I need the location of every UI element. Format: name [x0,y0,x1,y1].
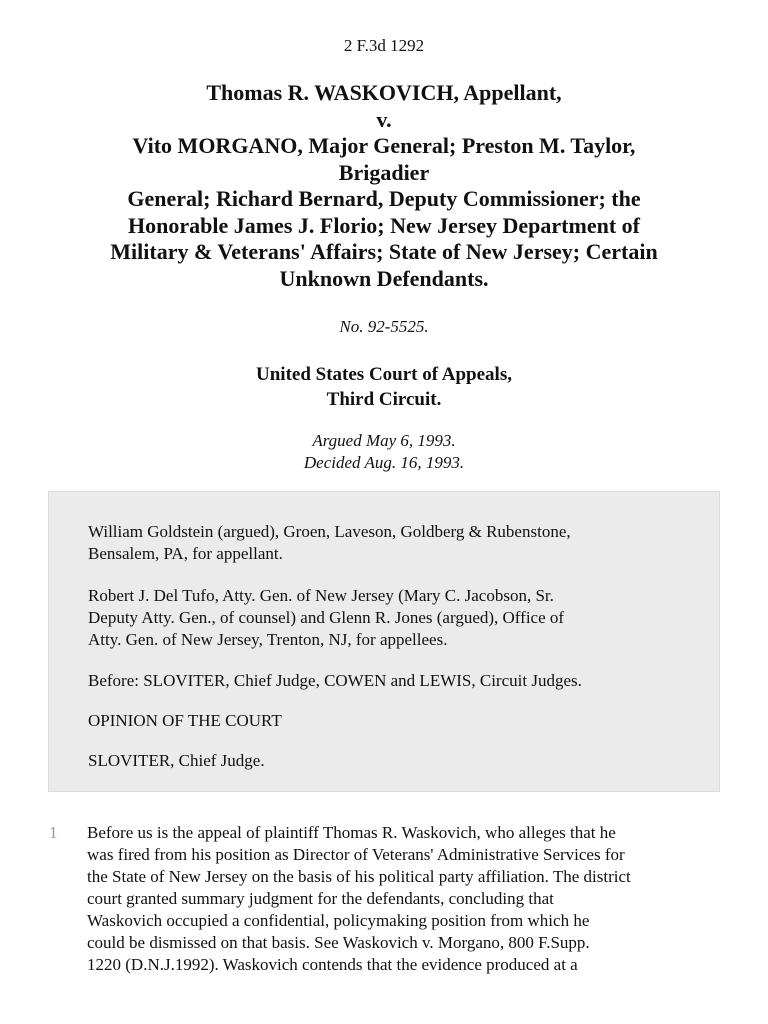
author-line: SLOVITER, Chief Judge. [88,751,265,770]
paragraph-line: was fired from his position as Director of Veterans' Administrative Services for [87,845,625,864]
counsel-panel [48,491,720,792]
paragraph-line: the State of New Jersey on the basis of his political party affiliation. The district [87,867,631,886]
panel-judges [88,670,688,692]
court-circuit-line: Third Circuit. [326,389,442,410]
paragraph-text [87,822,727,976]
paragraph-number: 1 [49,823,58,842]
caption-line: Brigadier [338,159,430,185]
paragraph-line: could be dismissed on that basis. See Waskovich v. Morgano, 800 F.Supp. [87,933,590,952]
counsel-line: Robert J. Del Tufo, Atty. Gen. of New Jersey (Mary C. Jacobson, Sr. [88,586,554,605]
case-dates [0,430,768,474]
case-citation: 2 F.3d 1292 [343,36,425,55]
paragraph-line: court granted summary judgment for the defendants, concluding that [87,889,554,908]
case-caption [60,80,708,292]
caption-line: Unknown Defendants. [279,265,489,291]
paragraph-line: Before us is the appeal of plaintiff Thomas R. Waskovich, who alleges that he [87,823,616,842]
caption-line: Military & Veterans' Affairs; State of New Jersey; Certain [110,239,658,264]
appellant-counsel [88,521,688,565]
caption-line: Honorable James J. Florio; New Jersey Department of [128,212,640,238]
paragraph-line: 1220 (D.N.J.1992). Waskovich contends that the evidence produced at a [87,955,578,974]
paragraph-line: Waskovich occupied a confidential, policymaking position from which he [87,911,590,930]
before-line: Before: SLOVITER, Chief Judge, COWEN and LEWIS, Circuit Judges. [88,671,582,690]
counsel-line: Bensalem, PA, for appellant. [88,544,283,563]
caption-line: v. [376,106,392,132]
counsel-line: Deputy Atty. Gen., of counsel) and Glenn R. Jones (argued), Office of [88,608,565,627]
argued-date: Argued May 6, 1993. [312,431,456,450]
caption-line: General; Richard Bernard, Deputy Commissioner; the [127,186,641,211]
appellees-counsel [88,585,688,651]
opinion-heading-text: OPINION OF THE COURT [88,711,282,730]
court-name [0,362,768,412]
counsel-line: William Goldstein (argued), Groen, Laveson, Goldberg & Rubenstone, [88,522,571,541]
decided-date: Decided Aug. 16, 1993. [303,453,465,472]
counsel-line: Atty. Gen. of New Jersey, Trenton, NJ, for appellees. [88,630,448,649]
docket-number: No. 92-5525. [339,317,429,336]
caption-line: Thomas R. WASKOVICH, Appellant, [206,80,562,105]
opinion-author [88,750,688,772]
caption-line: Vito MORGANO, Major General; Preston M. Taylor, [132,133,636,158]
court-name-line: United States Court of Appeals, [256,364,512,385]
opinion-heading [88,710,688,732]
